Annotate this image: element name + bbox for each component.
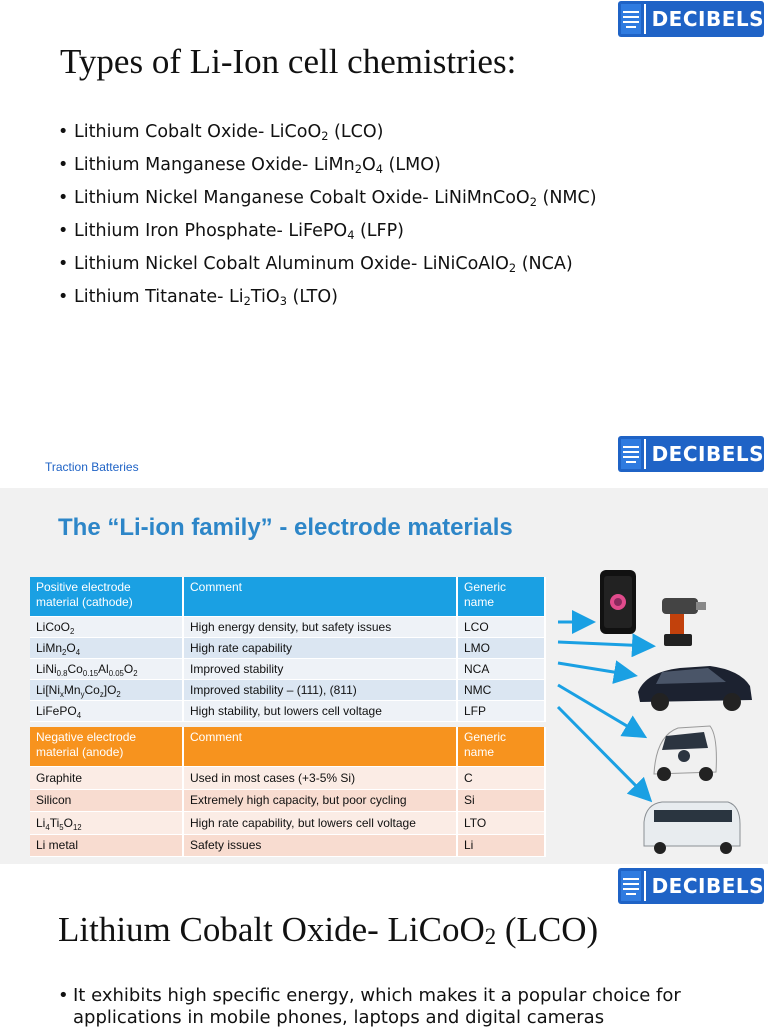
document-lines-icon — [621, 4, 641, 34]
arrows — [558, 622, 650, 798]
name-cell: LCO — [457, 617, 545, 638]
name-cell: LTO — [457, 812, 545, 835]
table-row — [30, 638, 545, 659]
table-header — [30, 727, 545, 767]
name-cell: Li — [457, 834, 545, 857]
arrow-compact-ev — [558, 685, 642, 735]
compact-ev-icon — [654, 726, 716, 781]
table-row — [30, 680, 545, 701]
slide2-title: The “Li-ion family” - electrode materials — [58, 514, 513, 541]
comment-cell: Improved stability — [183, 659, 457, 680]
table-row — [30, 812, 545, 835]
header-cell: Generic name — [457, 727, 545, 767]
table-row — [30, 767, 545, 790]
arrow-sedan — [558, 663, 632, 675]
header-cell: Positive electrode material (cathode) — [30, 577, 183, 617]
arrow-drill — [558, 642, 650, 646]
list-item: • Lithium Cobalt Oxide- LiCoO$_2$ (LCO) — [58, 122, 384, 143]
comment-cell: High rate capability, but lowers cell voltage — [183, 812, 457, 835]
application-illustration — [550, 560, 768, 860]
header-cell: Negative electrode material (anode) — [30, 727, 183, 767]
slide3-title: Lithium Cobalt Oxide- LiCoO$_2$ (LCO) — [58, 910, 599, 949]
comment-cell: Extremely high capacity, but poor cycling — [183, 789, 457, 812]
cathode-table — [30, 577, 546, 722]
name-cell: LFP — [457, 701, 545, 722]
name-cell: NCA — [457, 659, 545, 680]
slide3-bullet: • It exhibits high specific energy, which makes it a popular choice for applications in mobile phones, laptops and digital cameras — [58, 985, 681, 1028]
list-item: • Lithium Titanate- $Li_2TiO_3$ (LTO) — [58, 287, 338, 308]
material-cell: $Li[Ni_xMn_yCo_z]O_2$ — [30, 680, 183, 701]
name-cell: LMO — [457, 638, 545, 659]
table-row — [30, 701, 545, 722]
electric-bus-icon — [644, 802, 740, 854]
comment-cell: Safety issues — [183, 834, 457, 857]
logo-text: DECIBELS — [651, 7, 764, 31]
list-item: • Lithium Nickel Manganese Cobalt Oxide- LiNiMnCoO$_2$ (NMC) — [58, 188, 597, 209]
material-cell: Li metal — [30, 834, 183, 857]
material-cell: LiFePO$_4$ — [30, 701, 183, 722]
list-item: • Lithium Iron Phosphate- LiFePO$_4$ (LFP) — [58, 221, 405, 242]
material-cell: Graphite — [30, 767, 183, 790]
decibels-logo — [618, 1, 764, 37]
material-cell: LiCoO$_2$ — [30, 617, 183, 638]
decibels-logo — [618, 436, 764, 472]
name-cell: NMC — [457, 680, 545, 701]
chemistry-list — [58, 120, 597, 318]
name-cell: Si — [457, 789, 545, 812]
comment-cell: Improved stability – (111), (811) — [183, 680, 457, 701]
name-cell: C — [457, 767, 545, 790]
section-label: Traction Batteries — [45, 460, 139, 474]
document-lines-icon — [621, 439, 641, 469]
logo-text: DECIBELS — [651, 442, 764, 466]
arrow-bus — [558, 707, 648, 798]
decibels-logo — [618, 868, 764, 904]
table-row — [30, 789, 545, 812]
material-cell: $Li_4Ti_5O_{12}$ — [30, 812, 183, 835]
header-cell: Generic name — [457, 577, 545, 617]
comment-cell: Used in most cases (+3-5% Si) — [183, 767, 457, 790]
table-row — [30, 617, 545, 638]
table-header — [30, 577, 545, 617]
list-item: • Lithium Nickel Cobalt Aluminum Oxide- LiNiCoAlO$_2$ (NCA) — [58, 254, 573, 275]
anode-table — [30, 727, 546, 857]
table-row — [30, 659, 545, 680]
power-drill-icon — [662, 598, 706, 646]
electric-sedan-icon — [638, 666, 752, 711]
comment-cell: High energy density, but safety issues — [183, 617, 457, 638]
material-cell: $LiMn_2O_4$ — [30, 638, 183, 659]
table-row — [30, 834, 545, 857]
comment-cell: High rate capability — [183, 638, 457, 659]
smartphone-icon — [600, 570, 636, 634]
slide1-title: Types of Li-Ion cell chemistries: — [60, 42, 517, 81]
header-cell: Comment — [183, 577, 457, 617]
material-cell: Silicon — [30, 789, 183, 812]
comment-cell: High stability, but lowers cell voltage — [183, 701, 457, 722]
header-cell: Comment — [183, 727, 457, 767]
list-item: • Lithium Manganese Oxide- $LiMn_2O_4$ (LMO) — [58, 155, 441, 176]
logo-text: DECIBELS — [651, 874, 764, 898]
document-lines-icon — [621, 871, 641, 901]
material-cell: $LiNi_{0.8}Co_{0.15}Al_{0.05}O_2$ — [30, 659, 183, 680]
